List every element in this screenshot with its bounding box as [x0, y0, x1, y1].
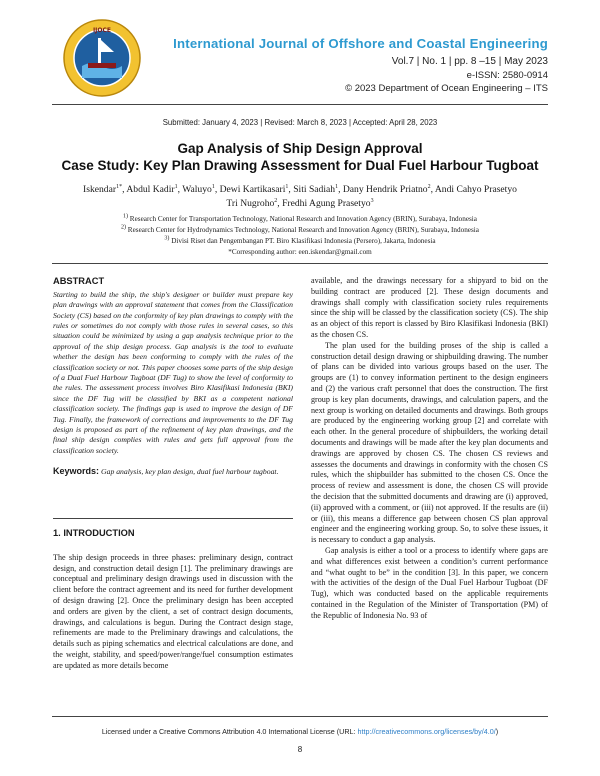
author-name: Abdul Kadir — [126, 184, 175, 195]
paper-title-line-1: Gap Analysis of Ship Design Approval — [177, 141, 423, 156]
author-name: Siti Sadiah — [293, 184, 336, 195]
affiliation-1: $^{1)}$ Research Center for Transportation Technology, National Research and Innovation Agency (BRIN), Surabaya, Indonesia — [123, 213, 477, 223]
author-name: Dewi Kartikasari — [219, 184, 286, 195]
abstract-heading: ABSTRACT — [53, 276, 105, 286]
eissn: e-ISSN: 2580-0914 — [466, 70, 548, 81]
journal-title: International Journal of Offshore and Coastal Engineering — [173, 36, 548, 51]
journal-logo — [62, 18, 142, 98]
header-rule — [52, 104, 548, 105]
corresponding-author: *Corresponding author: een.iskendar@gmail.com — [228, 248, 372, 256]
keywords — [53, 466, 293, 478]
license-link[interactable]: http://creativecommons.org/licenses/by/4.0/ — [357, 727, 496, 736]
affiliation-3: $^{3)}$ Divisi Riset dan Pengembangan PT. Biro Klasifikasi Indonesia (Persero), Jakarta, Indonesia — [164, 235, 436, 245]
right-paragraph-2: The plan used for the building proses of the ship is called a construction detail design drawing or shipbuilding drawing. The number of plans can be divided into various groups based on the user. The groups are (1) to convey information pertinent to the design engineers and (2) the various craft personnel that does the construction. The first group is key plan documents, drawings, and calculation papers, and the next group is working on detailed documents and drawings. Both groups are produced by the engineering working group [2] and correlate with each other. In the general procedure of shipbuilders, the working detail documents and drawings will be made after the key plan documents and drawings are approved by chosen CS. The chosen CS reviews and assesses the documents and drawings in conformity with the chosen CS rules, which the shipbuilder has submitted to the chosen CS. Once the process of review and assessment is done, the chosen CS will provide the decision that the submitted documents and drawing are (i) approved, (ii) approved with a comment, or (iii) not approved. If the results are (ii) or (iii), this means a difference gap between chosen CS plan approval engineer and the engineering working group. So, to solve these issues, it is necessary to conduct a gap analysis. — [311, 340, 548, 545]
abstract-text: Starting to build the ship, the ship's designer or builder must prepare key plan drawings with an approval statement that comes from the Classification Society (CS) based on the conformity of key plan drawings to comply with the rules or sometimes do not comply with those rules in several cases, so this situation could be minimized by using a gap analysis technique prior to the approval of the ship design process. Gap analysis is the tool to evaluate whether the design has been conforming to comply with the rules of the classification society or not. This paper chooses some parts of the ship design of a Dual Fuel Harbour Tugboat (DF Tug) to show the level of conformity to the rules. The assessment process involves Biro Klasifikasi Indonesia (BKI) since the DF Tug will be classified by BKI as a competent national classification society. The findings gap is used to improve the design of DF Tug. Finally, the framework of corrections and improvements to the DF Tug design is proposed as part of the refinement of key plan drawings, and the final ship design complies with rules and gets full approval from the classification society. — [53, 289, 293, 455]
intro-heading: 1. INTRODUCTION — [53, 528, 135, 538]
submission-dates: Submitted: January 4, 2023 | Revised: March 8, 2023 | Accepted: April 28, 2023 — [162, 118, 438, 127]
abstract-rule — [53, 518, 293, 519]
right-paragraph-3: Gap analysis is either a tool or a process to identify where gaps are and what differences exist between a condition’s current performance and “what ought to be” in the condition [3]. In this paper, we concern with the activities of the design of the Dual Fuel Harbour Tugboat (DF Tug), which was conducted based on the applicable requirements contained in the Regulation of the Minister of Transportation (PM) of the Republic of Indonesia No. 93 of — [311, 545, 548, 620]
authors-line-1: Iskendar$^{1*}$, Abdul Kadir$^1$, Waluyo$^1$, Dewi Kartikasari$^1$, Siti Sadiah$^1$, Dany Hendrik Priatno$^2$, Andi Cahyo Prasetyo — [83, 183, 517, 195]
keywords-text: Gap analysis, key plan design, dual fuel harbour tugboat. — [101, 467, 279, 477]
page-number: 8 — [297, 745, 303, 754]
volume-line: Vol.7 | No. 1 | pp. 8 –15 | May 2023 — [391, 56, 548, 67]
left-column — [53, 276, 293, 478]
right-column — [311, 276, 548, 622]
title-block-rule — [52, 263, 548, 264]
authors-line-2: Tri Nugroho$^2$, Fredhi Agung Prasetyo$^3$ — [226, 197, 374, 209]
affiliation-2: $^{2)}$ Research Center for Hydrodynamics Technology, National Research and Innovation Agency (BRIN), Surabaya, Indonesia — [121, 224, 479, 234]
intro-paragraph-1: The ship design proceeds in three phases: preliminary design, contract design, and construction detail design [1]. The preliminary drawings are conceptual and preliminary design drawings used in discussion with the client before the contract agreement and its need for further development of design drawing [2]. Once the preliminary design has been accepted and orders are given by the client, a set of contract design documents, drawings, and calculations is begun. During the Contract design stage, refinements are made to the Preliminary drawings and calculations, the details such as piping schematics and electrical calculations are done, and the weight, stability, and speed/power/range/fuel consumption estimates are updated as more details become — [53, 552, 293, 670]
intro-section — [53, 528, 293, 672]
right-paragraph-1: available, and the drawings necessary for a shipyard to bid on the building contract are produced [2]. These design documents and drawings shall comply with classification society rules requirements since the ship will be classed by the classification society (CS). The ship as an object of this report is classed by Biro Klasifikasi Indonesia (BKI) as the chosen CS. — [311, 276, 548, 339]
author-name: Fredhi Agung Prasetyo — [282, 198, 371, 209]
logo-text: IJOCE — [92, 27, 112, 34]
footer-rule — [52, 716, 548, 717]
author-name: Waluyo — [182, 184, 212, 195]
paper-title-line-2: Case Study: Key Plan Drawing Assessment for Dual Fuel Harbour Tugboat — [61, 158, 539, 173]
author-name: Iskendar — [83, 184, 117, 195]
license-line: Licensed under a Creative Commons Attribution 4.0 International License (URL: http://creativecommons.org/licenses/by/4.0/) — [101, 727, 499, 736]
keywords-label: Keywords: — [53, 466, 100, 477]
author-name: Tri Nugroho — [226, 198, 275, 209]
author-name: Dany Hendrik Priatno — [342, 184, 428, 195]
copyright-line: © 2023 Department of Ocean Engineering – ITS — [345, 83, 548, 94]
author-name: Andi Cahyo Prasetyo — [434, 184, 517, 195]
